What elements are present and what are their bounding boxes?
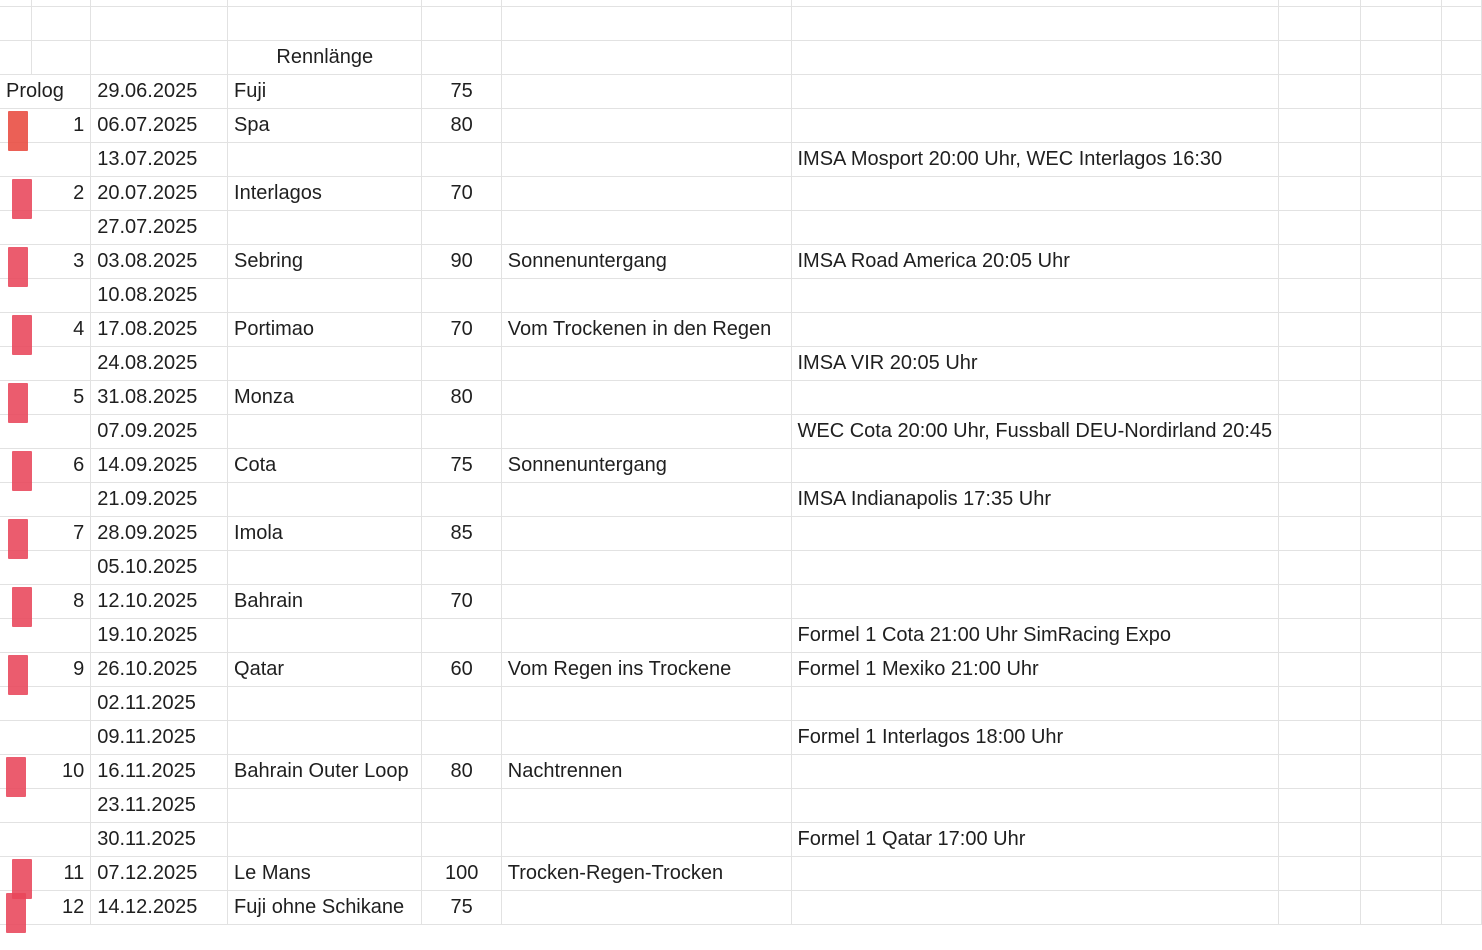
cell[interactable] (1360, 653, 1441, 687)
cell[interactable] (91, 41, 228, 75)
cell[interactable] (1279, 7, 1360, 41)
cell[interactable] (1442, 415, 1482, 449)
cell[interactable] (1442, 109, 1482, 143)
cell[interactable] (1279, 449, 1360, 483)
note-cell[interactable]: Vom Trockenen in den Regen (501, 313, 791, 347)
cell[interactable] (1442, 891, 1482, 925)
calendar-row (0, 143, 1482, 177)
date-cell[interactable]: 03.08.2025 (91, 245, 228, 279)
date-cell[interactable]: 21.09.2025 (91, 483, 228, 517)
cell[interactable] (1360, 721, 1441, 755)
cell[interactable] (0, 41, 32, 75)
round-label: 9 (73, 658, 85, 680)
round-label: 1 (73, 114, 85, 136)
round-label: 7 (73, 522, 85, 544)
cell[interactable] (228, 7, 422, 41)
info-cell[interactable]: Formel 1 Mexiko 21:00 Uhr (791, 653, 1279, 687)
cell[interactable] (1360, 755, 1441, 789)
cell[interactable] (1360, 7, 1441, 41)
round-cell[interactable] (0, 211, 91, 245)
length-cell[interactable] (422, 279, 501, 313)
date-cell[interactable]: 10.08.2025 (91, 279, 228, 313)
info-cell[interactable] (791, 449, 1279, 483)
info-cell[interactable] (791, 789, 1279, 823)
date-cell[interactable]: 17.08.2025 (91, 313, 228, 347)
cell[interactable] (32, 41, 91, 75)
cell[interactable] (1360, 551, 1441, 585)
cell[interactable] (1360, 381, 1441, 415)
length-cell[interactable] (422, 551, 501, 585)
cell[interactable] (791, 41, 1279, 75)
round-cell[interactable] (0, 653, 91, 687)
cell[interactable] (1360, 789, 1441, 823)
date-cell[interactable]: 07.09.2025 (91, 415, 228, 449)
track-cell[interactable]: Cota (228, 449, 422, 483)
calendar-row (0, 449, 1482, 483)
round-label: 3 (73, 250, 85, 272)
length-cell[interactable]: 60 (422, 653, 501, 687)
note-cell[interactable]: Vom Regen ins Trockene (501, 653, 791, 687)
info-cell[interactable] (791, 755, 1279, 789)
calendar-row (0, 211, 1482, 245)
track-cell[interactable] (228, 789, 422, 823)
info-cell[interactable] (791, 891, 1279, 925)
calendar-row (0, 245, 1482, 279)
note-cell[interactable] (501, 75, 791, 109)
date-cell[interactable]: 23.11.2025 (91, 789, 228, 823)
calendar-row (0, 313, 1482, 347)
calendar-row (0, 381, 1482, 415)
cell[interactable] (1442, 245, 1482, 279)
cell[interactable] (1279, 755, 1360, 789)
round-cell[interactable] (0, 857, 91, 891)
cell[interactable] (1279, 687, 1360, 721)
cell[interactable] (1442, 585, 1482, 619)
length-cell[interactable]: 85 (422, 517, 501, 551)
cell[interactable] (1442, 75, 1482, 109)
calendar-row (0, 585, 1482, 619)
length-cell[interactable]: 80 (422, 381, 501, 415)
info-cell[interactable] (791, 517, 1279, 551)
round-cell[interactable] (0, 109, 91, 143)
length-cell[interactable] (422, 143, 501, 177)
cell[interactable] (1279, 415, 1360, 449)
cell[interactable] (91, 7, 228, 41)
track-cell[interactable] (228, 211, 422, 245)
note-cell[interactable] (501, 483, 791, 517)
track-cell[interactable]: Qatar (228, 653, 422, 687)
length-cell[interactable] (422, 687, 501, 721)
track-cell[interactable] (228, 347, 422, 381)
length-cell[interactable]: 80 (422, 109, 501, 143)
cell[interactable] (422, 7, 501, 41)
note-cell[interactable]: Nachtrennen (501, 755, 791, 789)
cell[interactable] (0, 7, 32, 41)
track-cell[interactable] (228, 483, 422, 517)
cell[interactable] (1442, 687, 1482, 721)
cell[interactable] (1442, 279, 1482, 313)
round-label: 4 (73, 318, 85, 340)
cell[interactable] (1279, 653, 1360, 687)
cell[interactable] (1279, 483, 1360, 517)
cell[interactable] (1442, 211, 1482, 245)
info-cell[interactable] (791, 381, 1279, 415)
highlight-mark (6, 893, 26, 933)
round-label: 6 (73, 454, 85, 476)
date-cell[interactable]: 29.06.2025 (91, 75, 228, 109)
calendar-row (0, 789, 1482, 823)
note-cell[interactable] (501, 619, 791, 653)
note-cell[interactable] (501, 585, 791, 619)
cell[interactable] (791, 7, 1279, 41)
date-cell[interactable]: 19.10.2025 (91, 619, 228, 653)
track-cell[interactable] (228, 721, 422, 755)
info-cell[interactable] (791, 857, 1279, 891)
length-cell[interactable]: 70 (422, 313, 501, 347)
track-cell[interactable]: Fuji (228, 75, 422, 109)
round-label: 11 (63, 862, 85, 884)
note-cell[interactable] (501, 347, 791, 381)
cell[interactable] (1442, 517, 1482, 551)
cell[interactable] (1279, 41, 1360, 75)
round-cell[interactable] (0, 381, 91, 415)
info-cell[interactable] (791, 551, 1279, 585)
note-cell[interactable] (501, 517, 791, 551)
round-cell[interactable] (0, 177, 91, 211)
calendar-row (0, 755, 1482, 789)
cell[interactable] (1442, 653, 1482, 687)
cell[interactable] (1442, 483, 1482, 517)
cell[interactable] (1360, 177, 1441, 211)
info-cell[interactable]: IMSA Indianapolis 17:35 Uhr (791, 483, 1279, 517)
date-cell[interactable]: 27.07.2025 (91, 211, 228, 245)
length-cell[interactable]: 75 (422, 891, 501, 925)
note-cell[interactable] (501, 211, 791, 245)
track-cell[interactable] (228, 279, 422, 313)
info-cell[interactable] (791, 279, 1279, 313)
calendar-row (0, 721, 1482, 755)
date-cell[interactable]: 05.10.2025 (91, 551, 228, 585)
date-cell[interactable]: 26.10.2025 (91, 653, 228, 687)
cell[interactable] (1279, 313, 1360, 347)
track-cell[interactable]: Portimao (228, 313, 422, 347)
length-cell[interactable] (422, 347, 501, 381)
cell[interactable] (1442, 313, 1482, 347)
info-cell[interactable] (791, 109, 1279, 143)
calendar-row (0, 109, 1482, 143)
round-cell[interactable] (0, 415, 91, 449)
calendar-row (0, 483, 1482, 517)
cell[interactable] (1279, 279, 1360, 313)
note-cell[interactable]: Sonnenuntergang (501, 449, 791, 483)
cell[interactable] (1279, 517, 1360, 551)
cell[interactable] (1442, 177, 1482, 211)
cell[interactable] (1279, 211, 1360, 245)
length-cell[interactable]: 80 (422, 755, 501, 789)
info-cell[interactable]: Formel 1 Cota 21:00 Uhr SimRacing Expo (791, 619, 1279, 653)
track-cell[interactable] (228, 551, 422, 585)
cell[interactable] (1279, 177, 1360, 211)
cell[interactable] (1360, 619, 1441, 653)
cell[interactable] (1360, 143, 1441, 177)
cell[interactable] (1442, 381, 1482, 415)
length-cell[interactable]: 75 (422, 449, 501, 483)
cell[interactable] (1360, 415, 1441, 449)
info-cell[interactable]: IMSA Mosport 20:00 Uhr, WEC Interlagos 16:30 (791, 143, 1279, 177)
cell[interactable] (1279, 891, 1360, 925)
track-cell[interactable]: Monza (228, 381, 422, 415)
calendar-row (0, 687, 1482, 721)
calendar-row (0, 177, 1482, 211)
cell[interactable] (1442, 551, 1482, 585)
calendar-row (0, 891, 1482, 925)
cell[interactable] (1360, 245, 1441, 279)
length-cell[interactable] (422, 415, 501, 449)
note-cell[interactable] (501, 687, 791, 721)
round-cell[interactable] (0, 721, 91, 755)
calendar-row (0, 415, 1482, 449)
date-cell[interactable]: 12.10.2025 (91, 585, 228, 619)
cell[interactable] (1442, 755, 1482, 789)
track-cell[interactable]: Le Mans (228, 857, 422, 891)
round-cell[interactable] (0, 313, 91, 347)
cell[interactable] (1442, 823, 1482, 857)
round-cell[interactable] (0, 75, 91, 109)
note-cell[interactable] (501, 143, 791, 177)
round-label: 2 (73, 182, 85, 204)
cell[interactable] (501, 7, 791, 41)
cell[interactable] (1279, 143, 1360, 177)
cell[interactable] (1442, 789, 1482, 823)
calendar-row (0, 551, 1482, 585)
info-cell[interactable] (791, 687, 1279, 721)
round-cell[interactable] (0, 755, 91, 789)
round-cell[interactable] (0, 687, 91, 721)
length-cell[interactable]: 70 (422, 585, 501, 619)
round-cell[interactable] (0, 449, 91, 483)
cell[interactable] (1279, 75, 1360, 109)
cell[interactable] (1360, 347, 1441, 381)
info-cell[interactable] (791, 177, 1279, 211)
cell[interactable] (422, 41, 501, 75)
round-cell[interactable] (0, 823, 91, 857)
length-cell[interactable] (422, 721, 501, 755)
note-cell[interactable] (501, 789, 791, 823)
cell[interactable] (1360, 41, 1441, 75)
note-cell[interactable] (501, 823, 791, 857)
note-cell[interactable]: Trocken-Regen-Trocken (501, 857, 791, 891)
cell[interactable] (1279, 551, 1360, 585)
track-cell[interactable]: Bahrain (228, 585, 422, 619)
cell[interactable] (1360, 279, 1441, 313)
note-cell[interactable] (501, 891, 791, 925)
cell[interactable] (1279, 619, 1360, 653)
length-cell[interactable] (422, 789, 501, 823)
cell[interactable] (1279, 823, 1360, 857)
cell[interactable] (1360, 75, 1441, 109)
track-cell[interactable]: Fuji ohne Schikane (228, 891, 422, 925)
track-cell[interactable] (228, 687, 422, 721)
cell[interactable] (1360, 891, 1441, 925)
cell[interactable] (1279, 245, 1360, 279)
round-cell[interactable] (0, 517, 91, 551)
round-cell[interactable] (0, 347, 91, 381)
round-label: 12 (62, 896, 85, 918)
date-cell[interactable]: 31.08.2025 (91, 381, 228, 415)
info-cell[interactable]: Formel 1 Qatar 17:00 Uhr (791, 823, 1279, 857)
note-cell[interactable] (501, 177, 791, 211)
info-cell[interactable]: IMSA Road America 20:05 Uhr (791, 245, 1279, 279)
date-cell[interactable]: 24.08.2025 (91, 347, 228, 381)
length-cell[interactable] (422, 823, 501, 857)
cell[interactable] (1360, 449, 1441, 483)
length-cell[interactable]: 75 (422, 75, 501, 109)
track-cell[interactable]: Bahrain Outer Loop (228, 755, 422, 789)
cell[interactable] (1360, 109, 1441, 143)
calendar-row (0, 653, 1482, 687)
track-cell[interactable] (228, 823, 422, 857)
cell[interactable] (1442, 7, 1482, 41)
track-cell[interactable]: Interlagos (228, 177, 422, 211)
note-cell[interactable] (501, 551, 791, 585)
note-cell[interactable] (501, 109, 791, 143)
track-cell[interactable]: Sebring (228, 245, 422, 279)
cell[interactable] (1279, 109, 1360, 143)
cell[interactable] (1360, 857, 1441, 891)
info-cell[interactable] (791, 585, 1279, 619)
date-cell[interactable]: 06.07.2025 (91, 109, 228, 143)
cell[interactable] (1442, 347, 1482, 381)
cell[interactable] (1360, 517, 1441, 551)
date-cell[interactable]: 14.12.2025 (91, 891, 228, 925)
cell[interactable] (1279, 347, 1360, 381)
note-cell[interactable] (501, 381, 791, 415)
round-cell[interactable] (0, 483, 91, 517)
calendar-row (0, 619, 1482, 653)
length-cell[interactable] (422, 211, 501, 245)
length-cell[interactable]: 70 (422, 177, 501, 211)
date-cell[interactable]: 07.12.2025 (91, 857, 228, 891)
cell[interactable] (1360, 823, 1441, 857)
cell[interactable] (1442, 449, 1482, 483)
info-cell[interactable] (791, 313, 1279, 347)
cell[interactable] (32, 7, 91, 41)
info-cell[interactable]: IMSA VIR 20:05 Uhr (791, 347, 1279, 381)
note-cell[interactable]: Sonnenuntergang (501, 245, 791, 279)
info-cell[interactable]: Formel 1 Interlagos 18:00 Uhr (791, 721, 1279, 755)
round-cell[interactable] (0, 619, 91, 653)
date-cell[interactable]: 16.11.2025 (91, 755, 228, 789)
round-cell[interactable] (0, 279, 91, 313)
info-cell[interactable]: WEC Cota 20:00 Uhr, Fussball DEU-Nordirland 20:45 (791, 415, 1279, 449)
date-cell[interactable]: 20.07.2025 (91, 177, 228, 211)
length-cell[interactable]: 100 (422, 857, 501, 891)
cell[interactable] (1279, 857, 1360, 891)
round-label: 5 (73, 386, 85, 408)
cell[interactable] (1360, 313, 1441, 347)
cell[interactable] (1279, 381, 1360, 415)
track-cell[interactable]: Imola (228, 517, 422, 551)
cell[interactable] (1279, 585, 1360, 619)
calendar-row (0, 279, 1482, 313)
cell[interactable] (1279, 789, 1360, 823)
cell[interactable] (1360, 483, 1441, 517)
cell[interactable] (1360, 211, 1441, 245)
date-cell[interactable]: 02.11.2025 (91, 687, 228, 721)
cell[interactable] (1442, 619, 1482, 653)
cell[interactable] (1279, 721, 1360, 755)
round-cell[interactable] (0, 551, 91, 585)
track-cell[interactable] (228, 143, 422, 177)
round-cell[interactable] (0, 585, 91, 619)
date-cell[interactable]: 30.11.2025 (91, 823, 228, 857)
date-cell[interactable]: 14.09.2025 (91, 449, 228, 483)
cell[interactable] (1360, 585, 1441, 619)
cell[interactable] (1360, 687, 1441, 721)
calendar-row (0, 823, 1482, 857)
track-cell[interactable] (228, 619, 422, 653)
info-cell[interactable] (791, 211, 1279, 245)
calendar-row (0, 347, 1482, 381)
track-cell[interactable]: Spa (228, 109, 422, 143)
round-label: 8 (73, 590, 85, 612)
cell[interactable] (1442, 41, 1482, 75)
round-cell[interactable] (0, 891, 91, 925)
round-cell[interactable] (0, 245, 91, 279)
cell[interactable] (1442, 721, 1482, 755)
round-cell[interactable] (0, 789, 91, 823)
round-cell[interactable] (0, 143, 91, 177)
calendar-row (0, 857, 1482, 891)
info-cell[interactable] (791, 75, 1279, 109)
date-cell[interactable]: 09.11.2025 (91, 721, 228, 755)
date-cell[interactable]: 28.09.2025 (91, 517, 228, 551)
calendar-row (0, 517, 1482, 551)
note-cell[interactable] (501, 721, 791, 755)
cell[interactable] (1442, 143, 1482, 177)
track-cell[interactable] (228, 415, 422, 449)
cell[interactable] (1442, 857, 1482, 891)
round-label: 10 (62, 760, 85, 782)
round-label: Prolog (6, 80, 64, 102)
header-row (0, 41, 1482, 75)
calendar-row (0, 75, 1482, 109)
length-cell[interactable] (422, 619, 501, 653)
note-cell[interactable] (501, 415, 791, 449)
date-cell[interactable]: 13.07.2025 (91, 143, 228, 177)
note-cell[interactable] (501, 279, 791, 313)
length-cell[interactable] (422, 483, 501, 517)
cell[interactable] (501, 41, 791, 75)
length-cell[interactable]: 90 (422, 245, 501, 279)
header-rennlaenge[interactable]: Rennlänge (228, 41, 422, 75)
